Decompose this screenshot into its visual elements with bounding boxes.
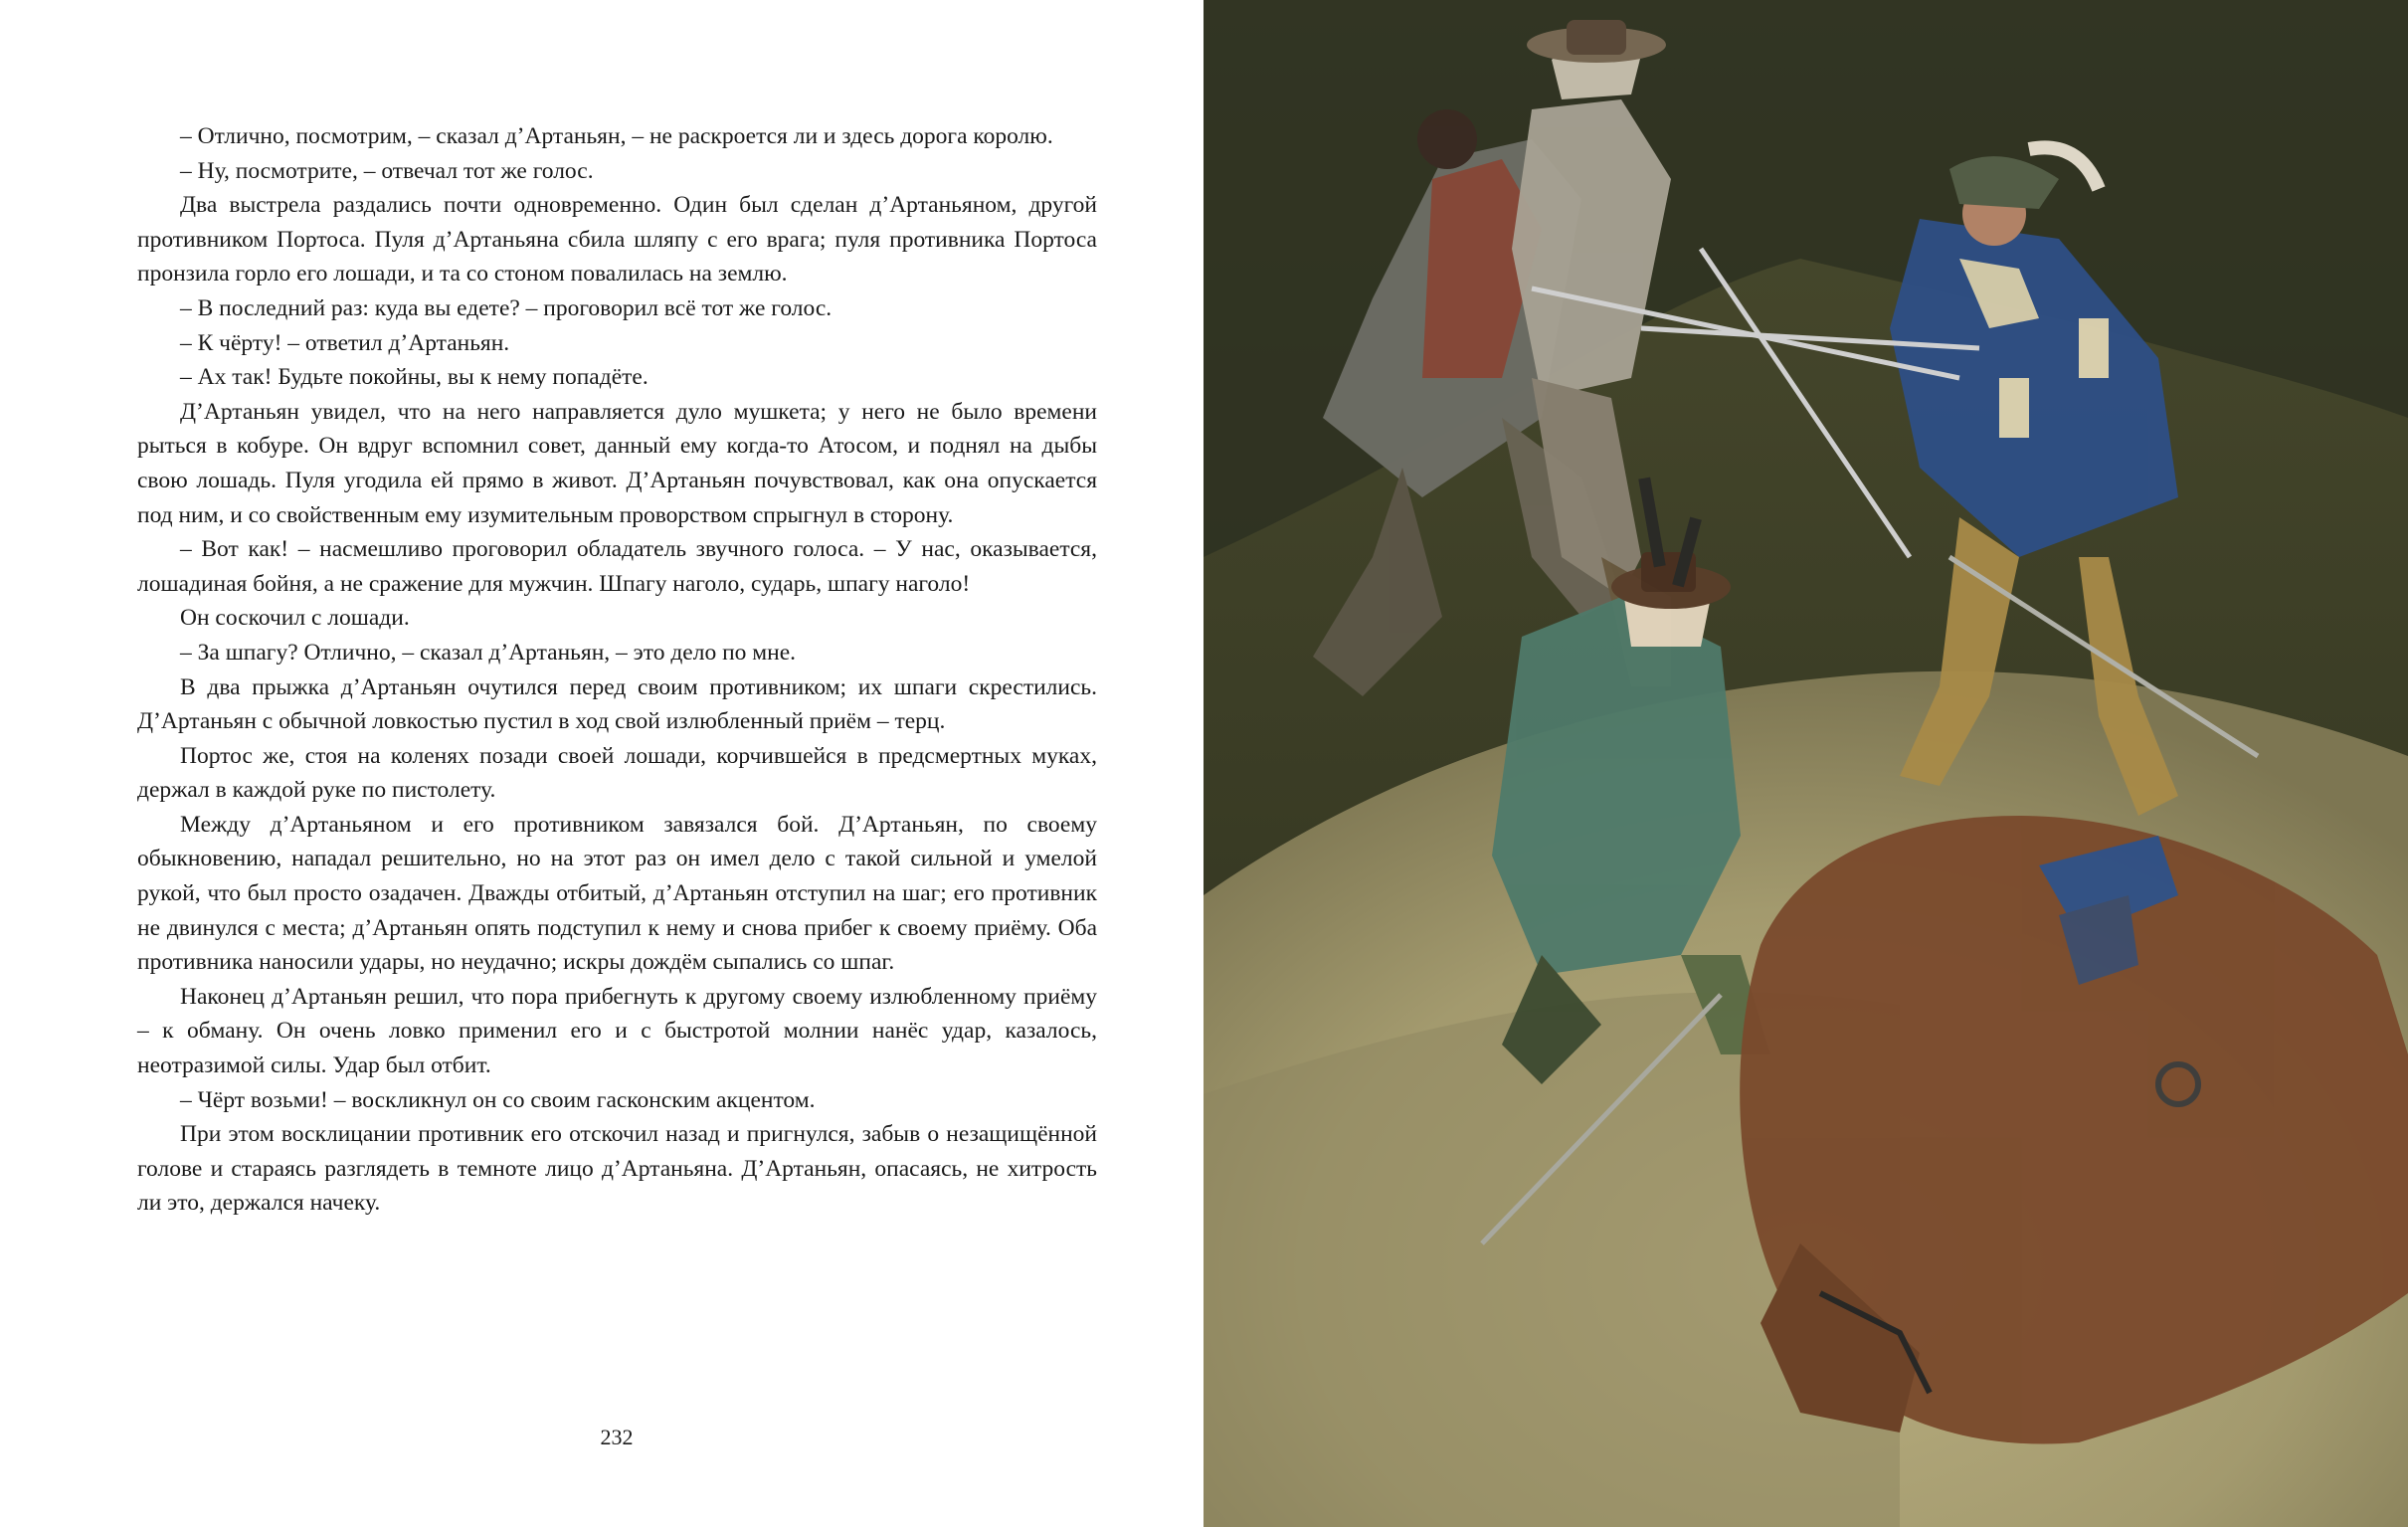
- illustration-page: [1204, 0, 2408, 1527]
- paragraph: – В последний раз: куда вы едете? – проговорил всё тот же голос.: [180, 294, 833, 321]
- paragraph: – Ну, посмотрите, – отвечал тот же голос.: [180, 157, 594, 184]
- paragraph: В два прыжка д’Артаньян очутился перед своим противником; их шпаги скрестились. Д’Артаньян с обычной ловкостью пустил в ход свой излюбленный приём – терц.: [137, 673, 1097, 735]
- paragraph: При этом восклицании противник его отскочил назад и пригнулся, забыв о незащищённой голове и стараясь разглядеть в темноте лицо д’Артаньяна. Д’Артаньян, опасаясь, не хитрость ли это, держался начеку.: [137, 1121, 1097, 1217]
- watercolor-duel-illustration: [1204, 0, 2408, 1527]
- paragraph: Между д’Артаньяном и его противником завязался бой. Д’Артаньян, по своему обыкновению, нападал решительно, но на этот раз он имел дело с такой сильной и умелой рукой, что был просто озадачен. Дважды отбитый, д’Артаньян отступил на шаг; его противник не двинулся с места; д’Артаньян опять подступил к нему и снова прибег к своему приёму. Оба противника наносили удары, но неудачно; искры дождём сыпались со шпаг.: [137, 811, 1097, 976]
- fallen-horse: [1740, 816, 2408, 1444]
- paragraph: Д’Артаньян увидел, что на него направляется дуло мушкета; у него не было времени рыться в кобуре. Он вдруг вспомнил совет, данный ему когда-то Атосом, и поднял на дыбы свою лошадь. Пуля угодила ей прямо в живот. Д’Артаньян почувствовал, как она опускается под ним, и со свойственным ему изумительным проворством спрыгнул в сторону.: [137, 398, 1097, 528]
- paragraph: Наконец д’Артаньян решил, что пора прибегнуть к другому своему излюбленному приёму – к обману. Он очень ловко применил его и с быстротой молнии нанёс удар, казалось, неотразимой силы. Удар был отбит.: [137, 983, 1097, 1079]
- page-number: 232: [600, 1425, 634, 1449]
- paragraph: Два выстрела раздались почти одновременно. Один был сделан д’Артаньяном, другой противником Портоса. Пуля д’Артаньяна сбила шляпу с его врага; пуля противника Портоса пронзила горло его лошади, и та со стоном повалилась на землю.: [137, 192, 1097, 287]
- paragraph: – За шпагу? Отлично, – сказал д’Артаньян, – это дело по мне.: [180, 639, 797, 666]
- paragraph: Портос же, стоя на коленях позади своей лошади, корчившейся в предсмертных муках, держал в каждой руке по пистолету.: [137, 742, 1097, 804]
- paragraph: – Вот как! – насмешливо проговорил обладатель звучного голоса. – У нас, оказывается, лошадиная бойня, а не сражение для мужчин. Шпагу наголо, сударь, шпагу наголо!: [137, 536, 1097, 597]
- paragraph: – Ах так! Будьте покойны, вы к нему попадёте.: [180, 364, 648, 391]
- paragraph: – Отлично, посмотрим, – сказал д’Артаньян, – не раскроется ли и здесь дорога королю.: [180, 123, 1053, 149]
- paragraph: – К чёрту! – ответил д’Артаньян.: [180, 329, 510, 356]
- text-block: [137, 119, 1097, 1221]
- paragraph: – Чёрт возьми! – воскликнул он со своим гасконским акцентом.: [180, 1086, 816, 1113]
- paragraph: Он соскочил с лошади.: [180, 605, 410, 632]
